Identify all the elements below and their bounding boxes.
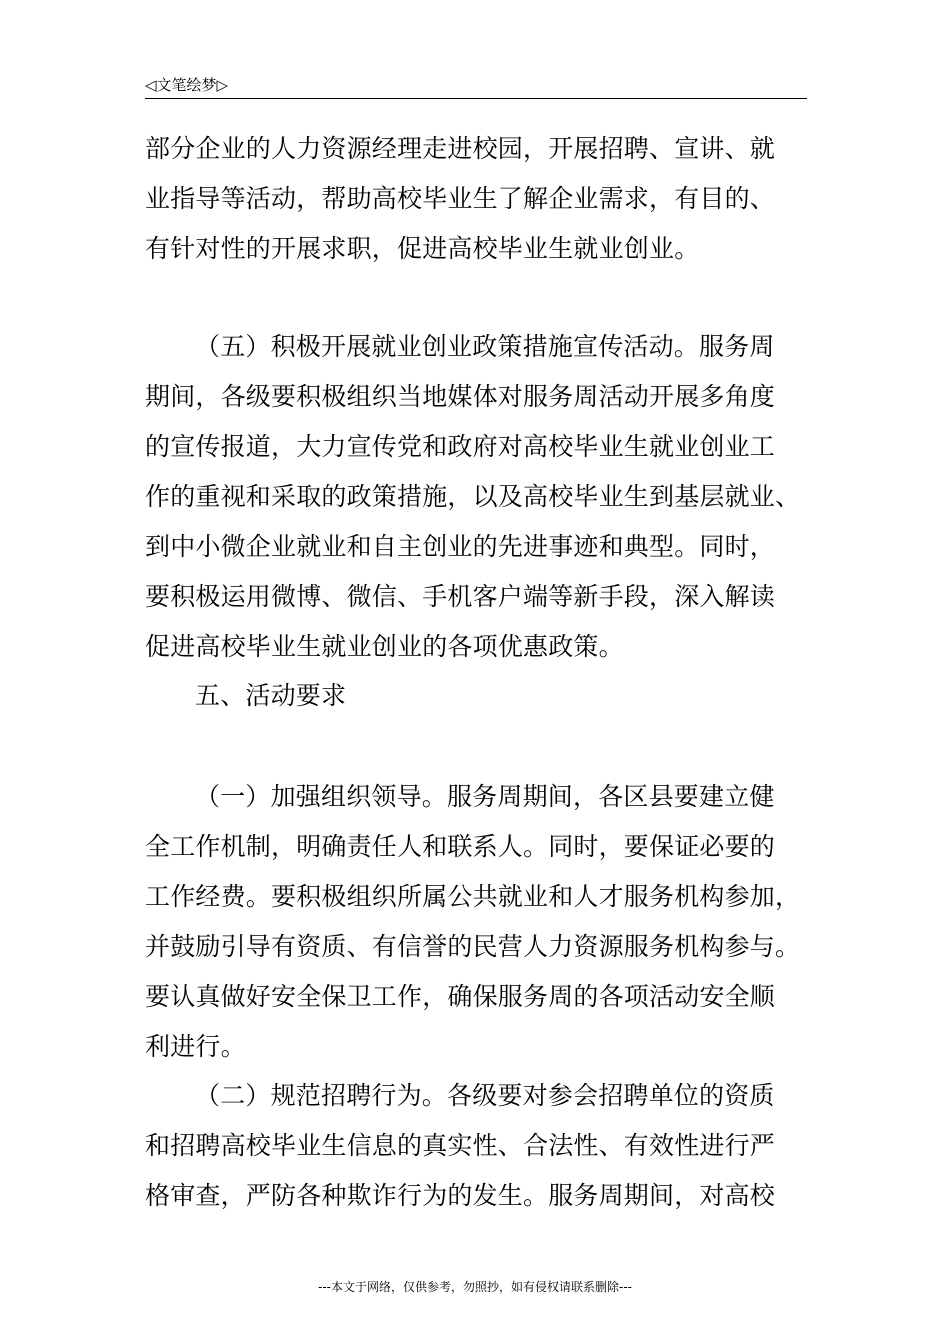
body-line: 工作经费。要积极组织所属公共就业和人才服务机构参加， xyxy=(145,882,801,911)
body-line: 格审查，严防各种欺诈行为的发生。服务周期间，对高校 xyxy=(145,1181,776,1210)
body-line: 利进行。 xyxy=(145,1032,246,1061)
section-heading: 五、活动要求 xyxy=(195,681,347,710)
body-line: （五）积极开展就业创业政策措施宣传活动。服务周 xyxy=(195,332,775,361)
body-line: 的宣传报道，大力宣传党和政府对高校毕业生就业创业工 xyxy=(145,432,776,461)
body-line: 促进高校毕业生就业创业的各项优惠政策。 xyxy=(145,632,624,661)
body-line: 和招聘高校毕业生信息的真实性、合法性、有效性进行严 xyxy=(145,1131,776,1160)
body-line: 并鼓励引导有资质、有信誉的民营人力资源服务机构参与。 xyxy=(145,932,801,961)
body-line: 到中小微企业就业和自主创业的先进事迹和典型。同时， xyxy=(145,532,776,561)
body-line: （二）规范招聘行为。各级要对参会招聘单位的资质 xyxy=(195,1081,775,1110)
body-line: 有针对性的开展求职，促进高校毕业生就业创业。 xyxy=(145,234,700,263)
body-line: 全工作机制，明确责任人和联系人。同时，要保证必要的 xyxy=(145,832,776,861)
body-line: 期间，各级要积极组织当地媒体对服务周活动开展多角度 xyxy=(145,382,776,411)
page-footer-notice: ---本文于网络，仅供参考，勿照抄，如有侵权请联系删除--- xyxy=(318,1280,632,1294)
header-title: ◁文笔绘梦▷ xyxy=(145,76,229,94)
body-line: 部分企业的人力资源经理走进校园，开展招聘、宣讲、就 xyxy=(145,134,776,163)
body-line: （一）加强组织领导。服务周期间，各区县要建立健 xyxy=(195,782,775,811)
page-header xyxy=(145,72,807,99)
body-line: 业指导等活动，帮助高校毕业生了解企业需求，有目的、 xyxy=(145,184,776,213)
body-line: 要积极运用微博、微信、手机客户端等新手段，深入解读 xyxy=(145,582,776,611)
body-line: 作的重视和采取的政策措施，以及高校毕业生到基层就业、 xyxy=(145,482,801,511)
body-line: 要认真做好安全保卫工作，确保服务周的各项活动安全顺 xyxy=(145,982,776,1011)
